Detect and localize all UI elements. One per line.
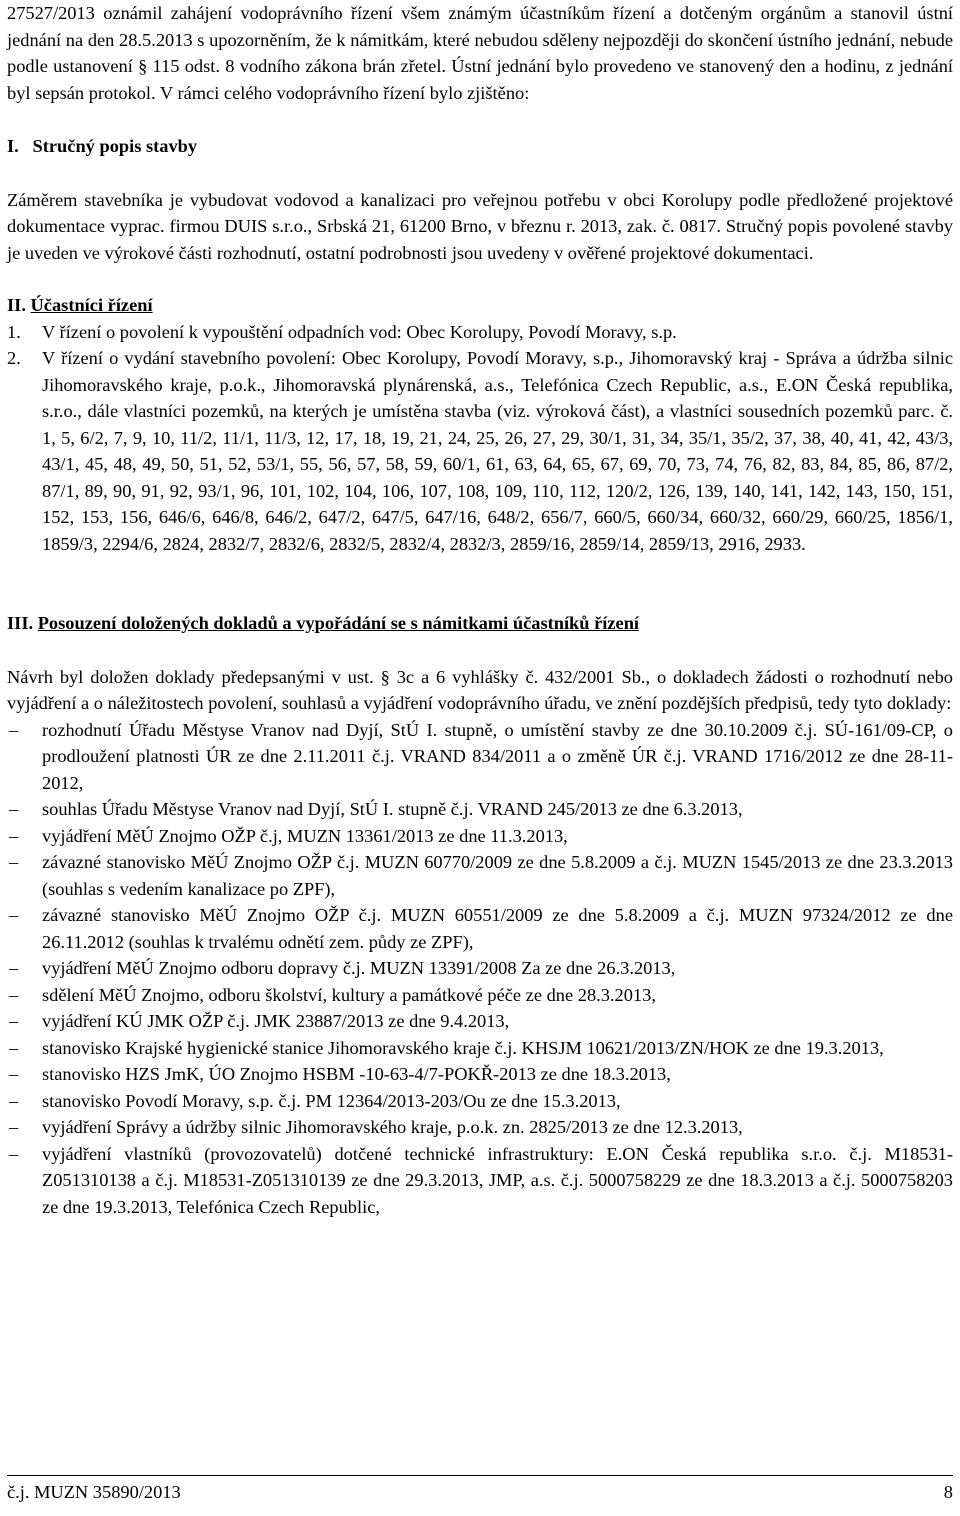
list-item-text: sdělení MěÚ Znojmo, odboru školství, kultury a památkové péče ze dne 28.3.2013, xyxy=(42,984,656,1005)
list-item-text: stanovisko Krajské hygienické stanice Jihomoravského kraje č.j. KHSJM 10621/2013/ZN/HOK ze dne 19.3.2013, xyxy=(42,1037,884,1058)
list-item-text: vyjádření MěÚ Znojmo OŽP č.j, MUZN 13361/2013 ze dne 11.3.2013, xyxy=(42,825,568,846)
list-item-text: vyjádření Správy a údržby silnic Jihomoravského kraje, p.o.k. zn. 2825/2013 ze dne 12.3.2013, xyxy=(42,1117,743,1137)
list-item-text: závazné stanovisko MěÚ Znojmo OŽP č.j. MUZN 60551/2009 ze dne 5.8.2009 a č.j. MUZN 97324/2012 ze dne 26.11.2012 (souhlas k trvalému odnětí zem. půdy ze ZPF), xyxy=(42,905,953,952)
list-item-number: 1. xyxy=(7,321,21,342)
section-3-number: III. xyxy=(7,613,34,633)
list-item xyxy=(7,319,953,346)
list-item xyxy=(7,955,953,982)
spacer xyxy=(7,266,953,292)
spacer xyxy=(7,637,953,664)
dash-bullet: – xyxy=(9,1011,19,1031)
list-item-text: stanovisko Povodí Moravy, s.p. č.j. PM 12364/2013-203/Ou ze dne 15.3.2013, xyxy=(42,1090,621,1111)
list-item xyxy=(7,823,953,850)
dash-bullet: – xyxy=(9,1143,19,1164)
list-item-text: V řízení o povolení k vypouštění odpadních vod: Obec Korolupy, Povodí Moravy, s.p. xyxy=(42,321,677,342)
list-item xyxy=(7,1088,953,1115)
list-item-text: rozhodnutí Úřadu Městyse Vranov nad Dyjí, StÚ I. stupně, o umístění stavby ze dne 30.10.2009 č.j. SÚ-161/09-CP, o prodloužení platnosti ÚR ze dne 2.11.2011 č.j. VRAND 834/2011 a o změně ÚR č.j. VRAND 1716/2012 ze dne 28-11-2012, xyxy=(42,719,953,793)
dash-bullet: – xyxy=(9,984,19,1005)
document-page xyxy=(7,0,953,1220)
dash-bullet: – xyxy=(9,1090,19,1111)
list-item-text: souhlas Úřadu Městyse Vranov nad Dyjí, StÚ I. stupně č.j. VRAND 245/2013 ze dne 6.3.2013, xyxy=(42,799,743,819)
list-item xyxy=(7,1141,953,1221)
dash-bullet: – xyxy=(9,1117,19,1137)
section-1-paragraph: Záměrem stavebníka je vybudovat vodovod a kanalizaci pro veřejnou potřebu v obci Korolupy podle předložené projektové dokumentace vyprac. firmou DUIS s.r.o., Srbská 21, 61200 Brno, v březnu r. 2013, zak. č. 0817. Stručný popis povolené stavby je uveden ve výrokové části rozhodnutí, ostatní podrobnosti jsou uvedeny v ověřené projektové dokumentaci. xyxy=(7,189,953,263)
section-2-title: Účastníci řízení xyxy=(30,295,153,315)
dash-bullet: – xyxy=(9,1064,19,1084)
dash-bullet: – xyxy=(9,1037,19,1058)
dash-bullet: – xyxy=(9,825,19,846)
spacer xyxy=(7,160,953,187)
section-3-paragraph: Návrh byl doložen doklady předepsanými v ust. § 3c a 6 vyhlášky č. 432/2001 Sb., o dokladech žádosti o rozhodnutí nebo vyjádření a o náležitostech povolení, souhlasů a vyjádření vodoprávního úřadu, ve znění pozdějších předpisů, tedy tyto doklady: xyxy=(7,666,953,713)
list-item-text: závazné stanovisko MěÚ Znojmo OŽP č.j. MUZN 60770/2009 ze dne 5.8.2009 a č.j. MUZN 1545/2013 ze dne 23.3.2013 (souhlas s vedením kanalizace po ZPF), xyxy=(42,852,953,899)
dash-bullet: – xyxy=(9,958,19,978)
list-item-text: vyjádření MěÚ Znojmo odboru dopravy č.j. MUZN 13391/2008 Za ze dne 26.3.2013, xyxy=(42,958,676,978)
documents-list xyxy=(7,717,953,1221)
list-item xyxy=(7,1035,953,1062)
section-2-heading xyxy=(7,292,953,319)
participants-list xyxy=(7,319,953,558)
page-number: 8 xyxy=(943,1482,953,1502)
list-item xyxy=(7,982,953,1009)
list-item-text: vyjádření vlastníků (provozovatelů) dotčené technické infrastruktury: E.ON Česká republika s.r.o. č.j. M18531-Z051310138 a č.j. M18531-Z051310139 ze dne 29.3.2013, JMP, a.s. č.j. 5000758229 ze dne 18.3.2013 a č.j. 5000758203 ze dne 19.3.2013, Telefónica Czech Republic, xyxy=(42,1143,953,1217)
list-item xyxy=(7,1008,953,1035)
list-item xyxy=(7,1061,953,1088)
section-1-heading: I. Stručný popis stavby xyxy=(7,136,198,156)
section-2-number: II. xyxy=(7,295,26,315)
list-item-text: vyjádření KÚ JMK OŽP č.j. JMK 23887/2013 ze dne 9.4.2013, xyxy=(42,1011,510,1031)
dash-bullet: – xyxy=(9,852,19,872)
list-item xyxy=(7,1114,953,1141)
list-item xyxy=(7,345,953,557)
dash-bullet: – xyxy=(9,905,19,925)
list-item xyxy=(7,796,953,823)
list-item xyxy=(7,717,953,797)
list-item xyxy=(7,849,953,902)
spacer xyxy=(7,557,953,610)
list-item-number: 2. xyxy=(7,348,21,368)
footer-reference: č.j. MUZN 35890/2013 xyxy=(7,1482,181,1502)
list-item xyxy=(7,902,953,955)
intro-paragraph: 27527/2013 oznámil zahájení vodoprávního řízení všem známým účastníkům řízení a dotčeným orgánům a stanovil ústní jednání na den 28.5.2013 s upozorněním, že k námitkám, které nebudou sděleny nejpozději do skončení ústního jednání, nebude podle ustanovení § 115 odst. 8 vodního zákona brán zřetel. Ústní jednání bylo provedeno ve stanovený den a hodinu, z jednání byl sepsán protokol. V rámci celého vodoprávního řízení bylo zjištěno: xyxy=(7,3,953,103)
list-item-text: V řízení o vydání stavebního povolení: Obec Korolupy, Povodí Moravy, s.p., Jihomoravský kraj - Správa a údržba silnic Jihomoravského kraje, p.o.k., Jihomoravská plynárenská, a.s., Telefónica Czech Republic, a.s., E.ON Česká republika, s.r.o., dále vlastníci pozemků, na kterých je umístěna stavba (viz. výroková část), a vlastníci sousedních pozemků parc. č. 1, 5, 6/2, 7, 9, 10, 11/2, 11/1, 11/3, 12, 17, 18, 19, 21, 24, 25, 26, 27, 29, 30/1, 31, 34, 35/1, 35/2, 37, 38, 40, 41, 42, 43/3, 43/1, 45, 48, 49, 50, 51, 52, 53/1, 55, 56, 57, 58, 59, 60/1, 61, 63, 64, 65, 67, 69, 70, 73, 74, 76, 82, 83, 84, 85, 86, 87/2, 87/1, 89, 90, 91, 92, 93/1, 96, 101, 102, 104, 106, 107, 108, 109, 110, 112, 120/2, 126, 139, 140, 141, 142, 143, 150, 151, 152, 153, 156, 646/6, 646/8, 646/2, 647/2, 647/5, 647/16, 648/2, 656/7, 660/5, 660/34, 660/32, 660/29, 660/25, 1856/1, 1859/3, 2294/6, 2824, 2832/7, 2832/6, 2832/5, 2832/4, 2832/3, 2859/16, 2859/14, 2859/13, 2916, 2933. xyxy=(42,348,953,554)
section-3-heading xyxy=(7,610,953,637)
list-item-text: stanovisko HZS JmK, ÚO Znojmo HSBM -10-63-4/7-POKŘ-2013 ze dne 18.3.2013, xyxy=(42,1064,671,1084)
page-footer xyxy=(7,1475,953,1506)
dash-bullet: – xyxy=(9,719,19,740)
spacer xyxy=(7,106,953,133)
section-3-title: Posouzení doložených dokladů a vypořádání se s námitkami účastníků řízení xyxy=(37,613,640,633)
dash-bullet: – xyxy=(9,799,19,819)
